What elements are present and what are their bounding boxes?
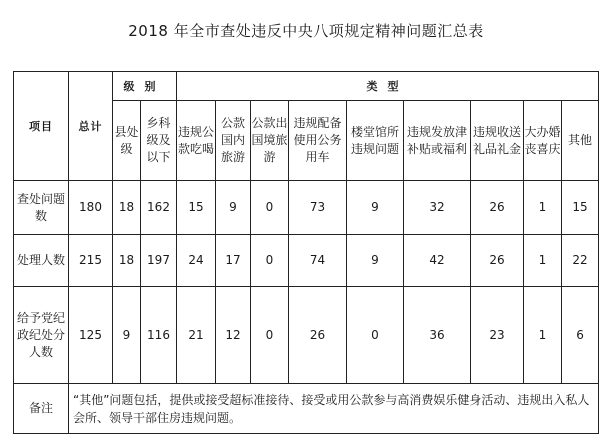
cell: 0 bbox=[251, 235, 289, 287]
cell: 9 bbox=[216, 181, 251, 235]
header-type-group: 类型 bbox=[177, 72, 599, 101]
cell: 1 bbox=[524, 181, 562, 235]
header-type-other: 其他 bbox=[562, 101, 599, 181]
cell: 18 bbox=[113, 181, 141, 235]
cell: 74 bbox=[289, 235, 347, 287]
table-row bbox=[14, 287, 599, 384]
cell: 162 bbox=[141, 181, 177, 235]
cell: 26 bbox=[289, 287, 347, 384]
cell: 9 bbox=[347, 181, 404, 235]
remark-text: “其他”问题包括，提供或接受超标准接待、接受或用公款参与高消费娱乐健身活动、违规出入私人会所、领导干部住房违规问题。 bbox=[69, 384, 599, 434]
cell: 1 bbox=[524, 235, 562, 287]
remark-row bbox=[14, 384, 599, 434]
header-type-official-car: 违规配备使用公务用车 bbox=[289, 101, 347, 181]
header-item: 项目 bbox=[14, 72, 69, 181]
cell: 17 bbox=[216, 235, 251, 287]
header-type-buildings: 楼堂馆所违规问题 bbox=[347, 101, 404, 181]
cell: 26 bbox=[471, 181, 524, 235]
header-total: 总计 bbox=[69, 72, 113, 181]
header-type-ceremonies: 大办婚丧喜庆 bbox=[524, 101, 562, 181]
header-county-level: 县处级 bbox=[113, 101, 141, 181]
header-type-dining: 违规公款吃喝 bbox=[177, 101, 216, 181]
cell: 26 bbox=[471, 235, 524, 287]
cell: 0 bbox=[347, 287, 404, 384]
cell: 0 bbox=[251, 181, 289, 235]
cell: 1 bbox=[524, 287, 562, 384]
table-row bbox=[14, 181, 599, 235]
header-township-level: 乡科级及以下 bbox=[141, 101, 177, 181]
cell: 32 bbox=[404, 181, 471, 235]
page-title: 2018 年全市查处违反中央八项规定精神问题汇总表 bbox=[128, 22, 484, 40]
cell: 42 bbox=[404, 235, 471, 287]
cell: 9 bbox=[347, 235, 404, 287]
cell: 197 bbox=[141, 235, 177, 287]
cell: 18 bbox=[113, 235, 141, 287]
cell: 116 bbox=[141, 287, 177, 384]
row-label-persons: 处理人数 bbox=[14, 235, 69, 287]
row-label-cases: 查处问题数 bbox=[14, 181, 69, 235]
header-type-allowances: 违规发放津补贴或福利 bbox=[404, 101, 471, 181]
header-level-group: 级别 bbox=[113, 72, 177, 101]
cell: 73 bbox=[289, 181, 347, 235]
cell: 15 bbox=[562, 181, 599, 235]
cell: 215 bbox=[69, 235, 113, 287]
cell: 0 bbox=[251, 287, 289, 384]
header-type-overseas-travel: 公款出国境旅游 bbox=[251, 101, 289, 181]
cell: 15 bbox=[177, 181, 216, 235]
header-type-domestic-travel: 公款国内旅游 bbox=[216, 101, 251, 181]
cell: 21 bbox=[177, 287, 216, 384]
remark-label: 备注 bbox=[14, 384, 69, 434]
row-label-disciplined: 给予党纪政纪处分人数 bbox=[14, 287, 69, 384]
header-type-gifts: 违规收送礼品礼金 bbox=[471, 101, 524, 181]
cell: 36 bbox=[404, 287, 471, 384]
cell: 12 bbox=[216, 287, 251, 384]
cell: 9 bbox=[113, 287, 141, 384]
summary-table bbox=[13, 71, 599, 434]
cell: 24 bbox=[177, 235, 216, 287]
table-row bbox=[14, 235, 599, 287]
cell: 6 bbox=[562, 287, 599, 384]
cell: 125 bbox=[69, 287, 113, 384]
cell: 180 bbox=[69, 181, 113, 235]
cell: 22 bbox=[562, 235, 599, 287]
cell: 23 bbox=[471, 287, 524, 384]
